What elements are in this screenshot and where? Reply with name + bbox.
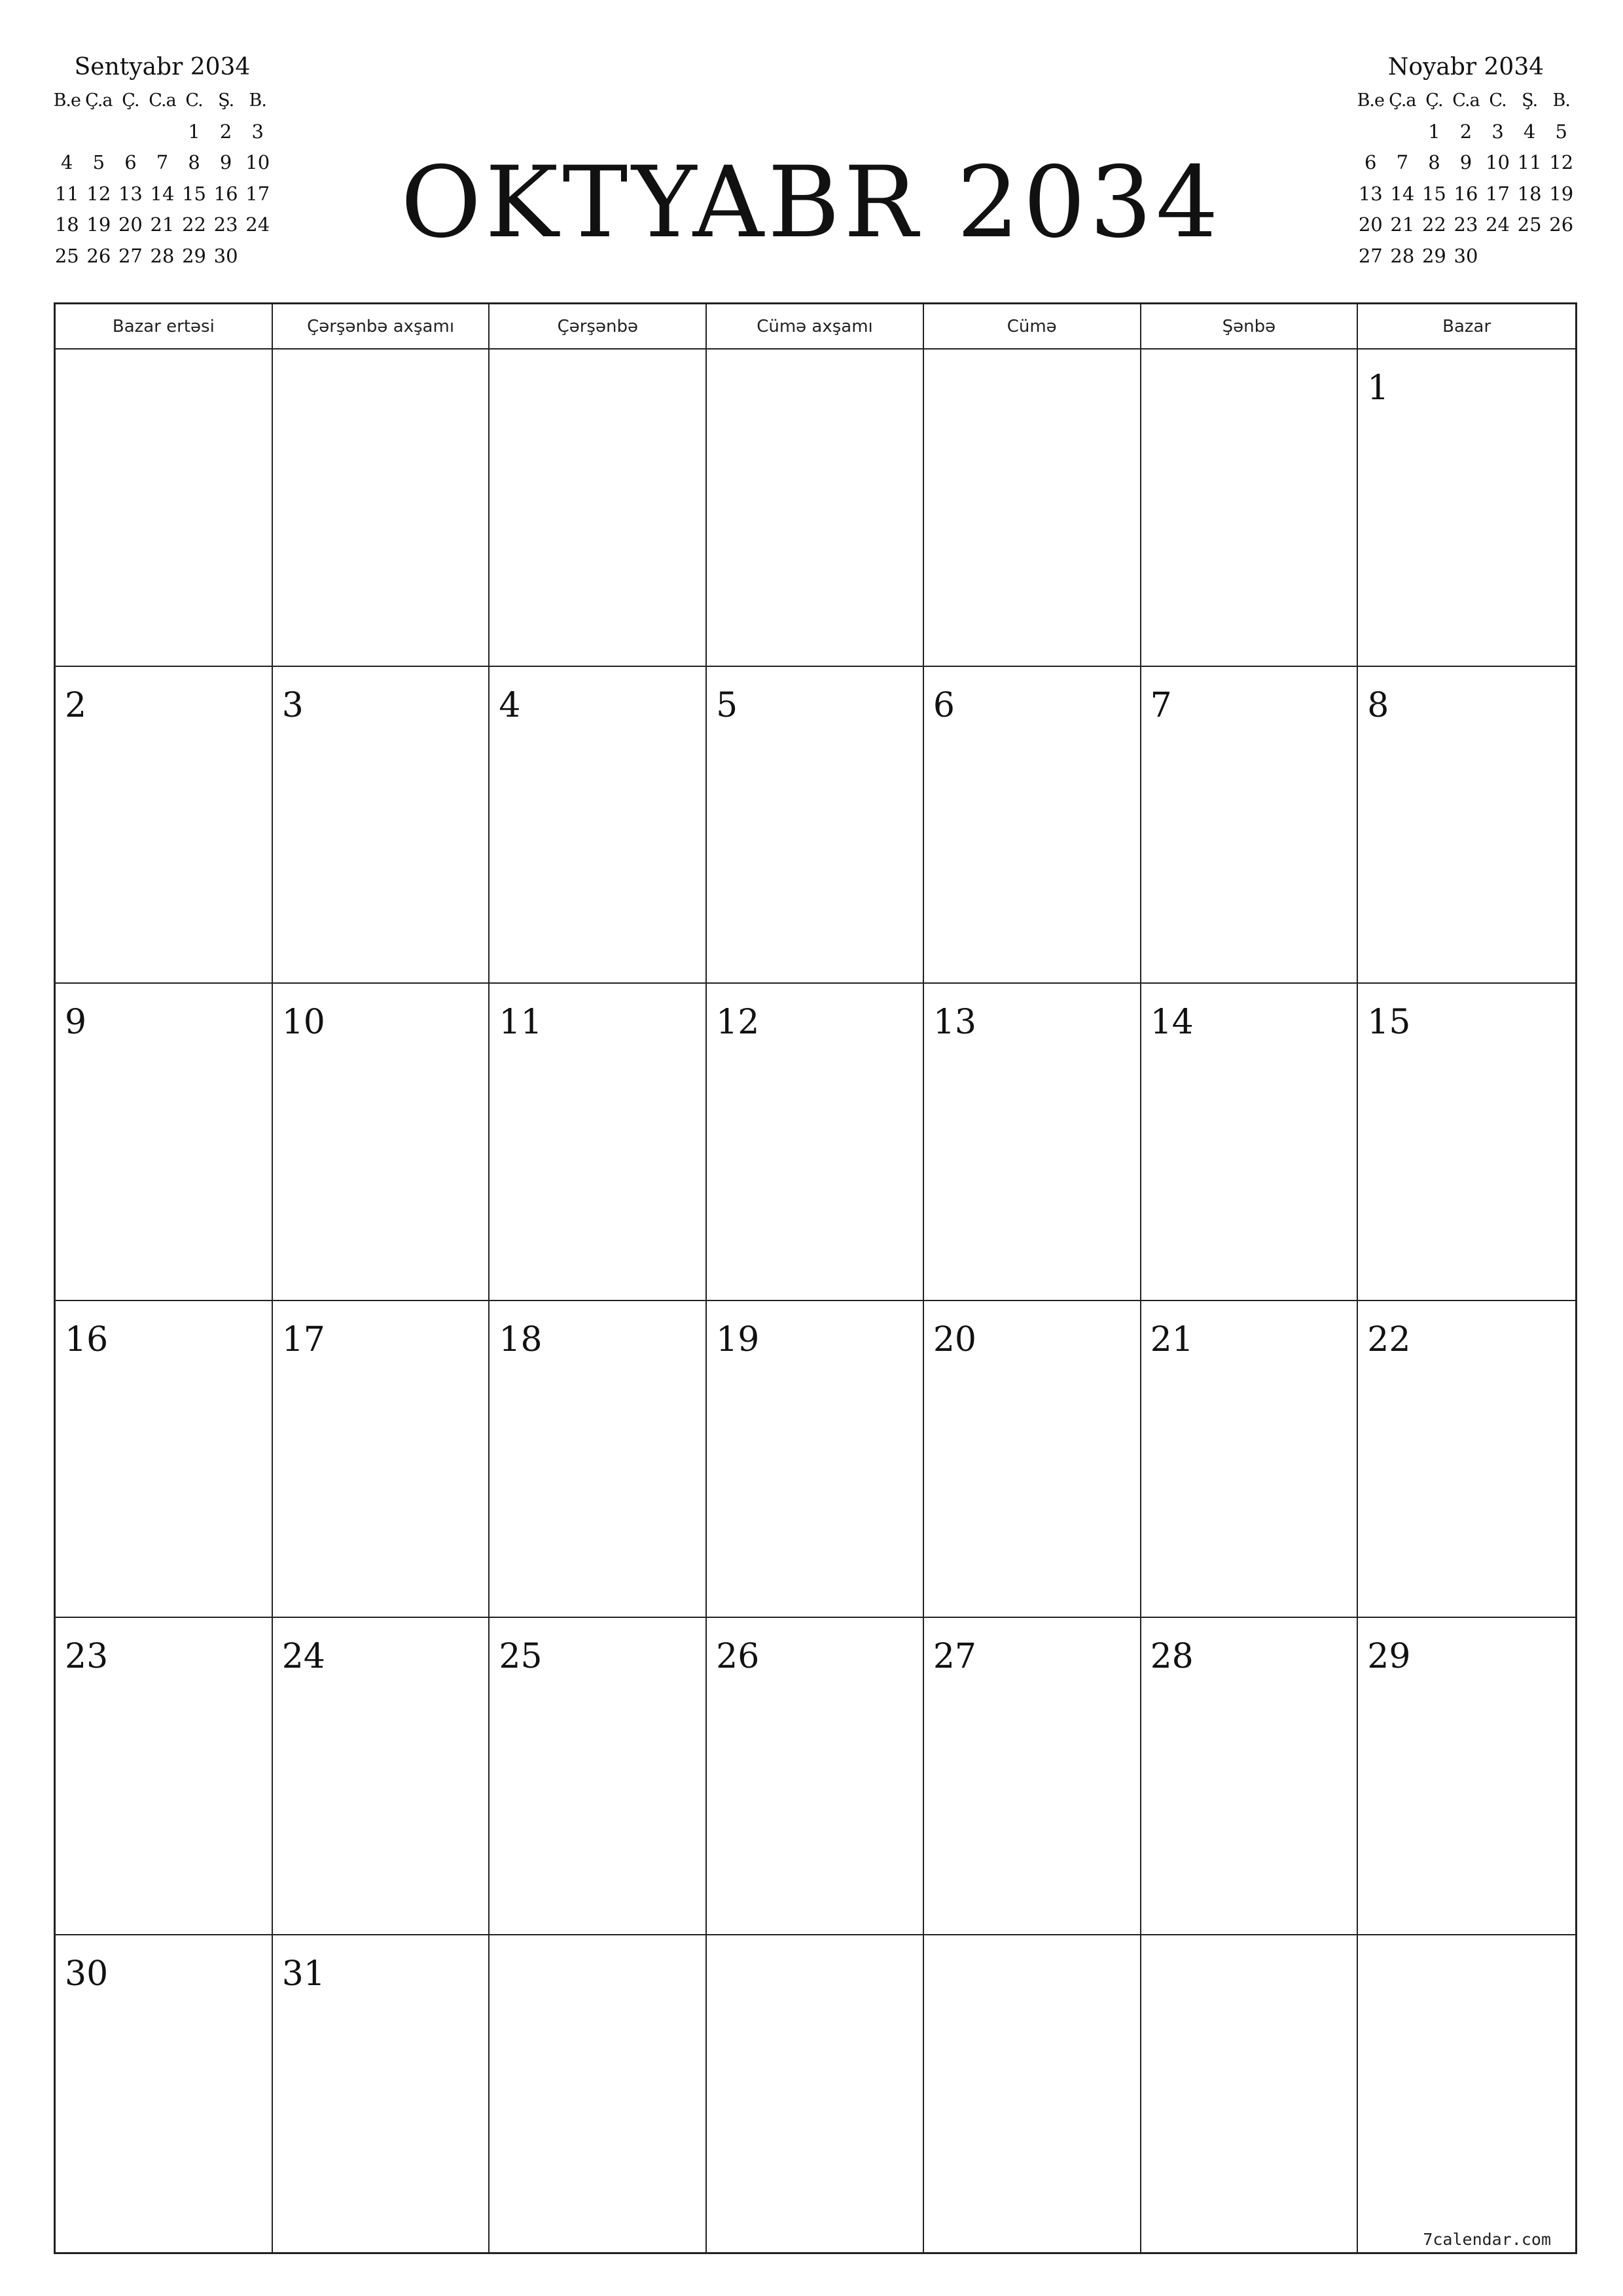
day-cell: [924, 1935, 1141, 2253]
mini-day: 23: [213, 213, 238, 236]
day-number: 30: [65, 1954, 109, 1994]
mini-weekday-header: C.: [1489, 90, 1507, 111]
mini-day: 11: [1517, 151, 1542, 173]
mini-day: 10: [245, 151, 270, 173]
mini-calendar-title: Sentyabr 2034: [74, 54, 251, 81]
day-cell: [1141, 1618, 1359, 1935]
day-number: 23: [65, 1637, 109, 1676]
day-cell: [1141, 350, 1359, 667]
mini-weekday-header: B.: [249, 90, 266, 111]
day-cell: [490, 984, 707, 1301]
day-number: 13: [933, 1003, 977, 1042]
mini-day: 23: [1454, 213, 1478, 236]
day-cell: [273, 350, 490, 667]
mini-day: 19: [1549, 182, 1574, 205]
mini-day: 3: [1491, 120, 1504, 143]
day-number: 12: [716, 1003, 760, 1042]
day-number: 31: [281, 1954, 325, 1994]
day-cell: [56, 350, 273, 667]
mini-weekday-header: Ç.: [122, 90, 139, 111]
mini-day: [147, 117, 179, 148]
day-cell: [924, 1301, 1141, 1619]
day-number: 6: [933, 685, 955, 725]
day-cell: [707, 350, 924, 667]
mini-day: 20: [1358, 213, 1383, 236]
mini-day: 21: [1390, 213, 1415, 236]
day-number: 8: [1367, 685, 1389, 725]
mini-day: 1: [1428, 120, 1440, 143]
mini-day: 12: [1549, 151, 1574, 173]
day-number: 26: [716, 1637, 760, 1676]
mini-day: 24: [245, 213, 270, 236]
mini-day: 21: [150, 213, 175, 236]
day-number: 3: [281, 685, 304, 725]
day-number: 19: [716, 1319, 760, 1359]
mini-day: 29: [182, 244, 207, 267]
day-cell: [490, 350, 707, 667]
day-number: 17: [281, 1319, 325, 1359]
mini-day: 14: [1390, 182, 1415, 205]
day-cell: [56, 1935, 273, 2253]
mini-day: 22: [182, 213, 207, 236]
weekday-header: Çərşənbə axşamı: [273, 304, 490, 350]
mini-day: 16: [213, 182, 238, 205]
day-cell: [1358, 1935, 1575, 2253]
mini-weekday-header: Ç.a: [85, 90, 113, 111]
mini-weekday-header: C.a: [1452, 90, 1480, 111]
mini-day: 30: [1454, 244, 1478, 267]
mini-day: 17: [1486, 182, 1510, 205]
mini-weekday-header: B.: [1552, 90, 1570, 111]
day-cell: [273, 984, 490, 1301]
day-number: 10: [281, 1003, 325, 1042]
mini-day: 28: [150, 244, 175, 267]
mini-day: 6: [124, 151, 137, 173]
day-number: 29: [1367, 1637, 1411, 1676]
day-cell: [707, 667, 924, 984]
day-cell: [56, 667, 273, 984]
mini-calendar-grid: [1355, 85, 1577, 272]
mini-day: 1: [188, 120, 200, 143]
mini-day: 28: [1390, 244, 1415, 267]
weekday-header: Cümə axşamı: [707, 304, 924, 350]
day-cell: [273, 1618, 490, 1935]
day-cell: [490, 1618, 707, 1935]
day-number: 15: [1367, 1003, 1411, 1042]
mini-day: 2: [219, 120, 232, 143]
day-cell: [490, 1301, 707, 1619]
mini-calendar-title: Noyabr 2034: [1387, 54, 1544, 81]
mini-weekday-header: B.e: [1357, 90, 1384, 111]
mini-weekday-header: Ç.a: [1389, 90, 1416, 111]
day-cell: [1358, 1618, 1575, 1935]
weekday-header: Bazar ertəsi: [56, 304, 273, 350]
mini-day: 10: [1486, 151, 1510, 173]
day-number: 18: [499, 1319, 543, 1359]
mini-day: 26: [86, 244, 111, 267]
mini-day: [83, 117, 115, 148]
mini-day: 17: [245, 182, 270, 205]
day-number: 28: [1150, 1637, 1194, 1676]
day-cell: [273, 667, 490, 984]
mini-day: 8: [188, 151, 200, 173]
day-number: 24: [281, 1637, 325, 1676]
day-cell: [707, 1618, 924, 1935]
mini-day: [1545, 241, 1577, 272]
mini-day: 8: [1428, 151, 1440, 173]
day-cell: [707, 984, 924, 1301]
mini-day: 7: [156, 151, 169, 173]
day-cell: [1141, 667, 1359, 984]
mini-day: [1482, 241, 1514, 272]
day-number: 9: [65, 1003, 87, 1042]
day-cell: [1141, 984, 1359, 1301]
day-cell: [56, 1618, 273, 1935]
mini-day: 12: [86, 182, 111, 205]
mini-day: 20: [118, 213, 143, 236]
mini-day: 26: [1549, 213, 1574, 236]
mini-day: 4: [1523, 120, 1536, 143]
day-cell: [707, 1935, 924, 2253]
day-cell: [924, 350, 1141, 667]
mini-day: 25: [1517, 213, 1542, 236]
mini-day: 25: [54, 244, 79, 267]
day-number: 16: [65, 1319, 109, 1359]
day-cell: [273, 1301, 490, 1619]
day-number: 1: [1367, 368, 1389, 408]
day-number: 22: [1367, 1319, 1411, 1359]
month-grid: [54, 302, 1577, 2254]
day-number: 20: [933, 1319, 977, 1359]
day-number: 11: [499, 1003, 543, 1042]
mini-weekday-header: Ş.: [218, 90, 234, 111]
day-cell: [490, 667, 707, 984]
mini-calendar-previous-month: [51, 51, 274, 272]
day-cell: [56, 984, 273, 1301]
day-cell: [1358, 667, 1575, 984]
day-cell: [56, 1301, 273, 1619]
mini-day: 5: [1555, 120, 1567, 143]
day-cell: [1358, 1301, 1575, 1619]
day-number: 21: [1150, 1319, 1194, 1359]
day-cell: [273, 1935, 490, 2253]
mini-day: 6: [1364, 151, 1377, 173]
footer-credit: 7calendar.com: [1423, 2230, 1551, 2249]
day-cell: [707, 1301, 924, 1619]
mini-weekday-header: C.: [185, 90, 203, 111]
mini-day: 27: [1358, 244, 1383, 267]
mini-day: 13: [1358, 182, 1383, 205]
page-title: OKTYABR 2034: [401, 146, 1222, 260]
day-number: 5: [716, 685, 738, 725]
weekday-header: Bazar: [1358, 304, 1575, 350]
day-cell: [924, 667, 1141, 984]
mini-day: 7: [1396, 151, 1409, 173]
mini-day: 2: [1459, 120, 1472, 143]
mini-weekday-header: Ş.: [1522, 90, 1538, 111]
mini-day: [51, 117, 83, 148]
day-number: 4: [499, 685, 521, 725]
mini-day: 15: [1421, 182, 1446, 205]
mini-day: 15: [182, 182, 207, 205]
mini-day: 19: [86, 213, 111, 236]
mini-calendar-grid: [51, 85, 274, 272]
mini-day: 13: [118, 182, 143, 205]
weekday-header: Çərşənbə: [490, 304, 707, 350]
mini-day: [1355, 117, 1387, 148]
day-cell: [924, 984, 1141, 1301]
mini-day: 4: [61, 151, 73, 173]
mini-weekday-header: Ç.: [1425, 90, 1443, 111]
mini-day: [1387, 117, 1419, 148]
weekday-header: Cümə: [924, 304, 1141, 350]
day-number: 2: [65, 685, 87, 725]
mini-day: [115, 117, 147, 148]
mini-day: 16: [1454, 182, 1478, 205]
day-cell: [1141, 1935, 1359, 2253]
mini-day: 27: [118, 244, 143, 267]
mini-day: 29: [1421, 244, 1446, 267]
day-number: 25: [499, 1637, 543, 1676]
day-number: 7: [1150, 685, 1172, 725]
mini-day: 9: [1459, 151, 1472, 173]
mini-weekday-header: C.a: [149, 90, 176, 111]
mini-day: 18: [54, 213, 79, 236]
day-number: 27: [933, 1637, 977, 1676]
day-cell: [924, 1618, 1141, 1935]
mini-weekday-header: B.e: [53, 90, 80, 111]
mini-day: 9: [219, 151, 232, 173]
day-cell: [490, 1935, 707, 2253]
day-cell: [1358, 984, 1575, 1301]
mini-day: 5: [92, 151, 105, 173]
mini-day: 18: [1517, 182, 1542, 205]
mini-day: 3: [251, 120, 264, 143]
mini-day: 14: [150, 182, 175, 205]
mini-day: 24: [1486, 213, 1510, 236]
mini-day: 30: [213, 244, 238, 267]
mini-day: 11: [54, 182, 79, 205]
mini-day: [1514, 241, 1546, 272]
mini-day: [241, 241, 274, 272]
mini-calendar-next-month: [1355, 51, 1577, 272]
day-cell: [1141, 1301, 1359, 1619]
weekday-header: Şənbə: [1141, 304, 1359, 350]
day-number: 14: [1150, 1003, 1194, 1042]
mini-day: 22: [1421, 213, 1446, 236]
day-cell: [1358, 350, 1575, 667]
